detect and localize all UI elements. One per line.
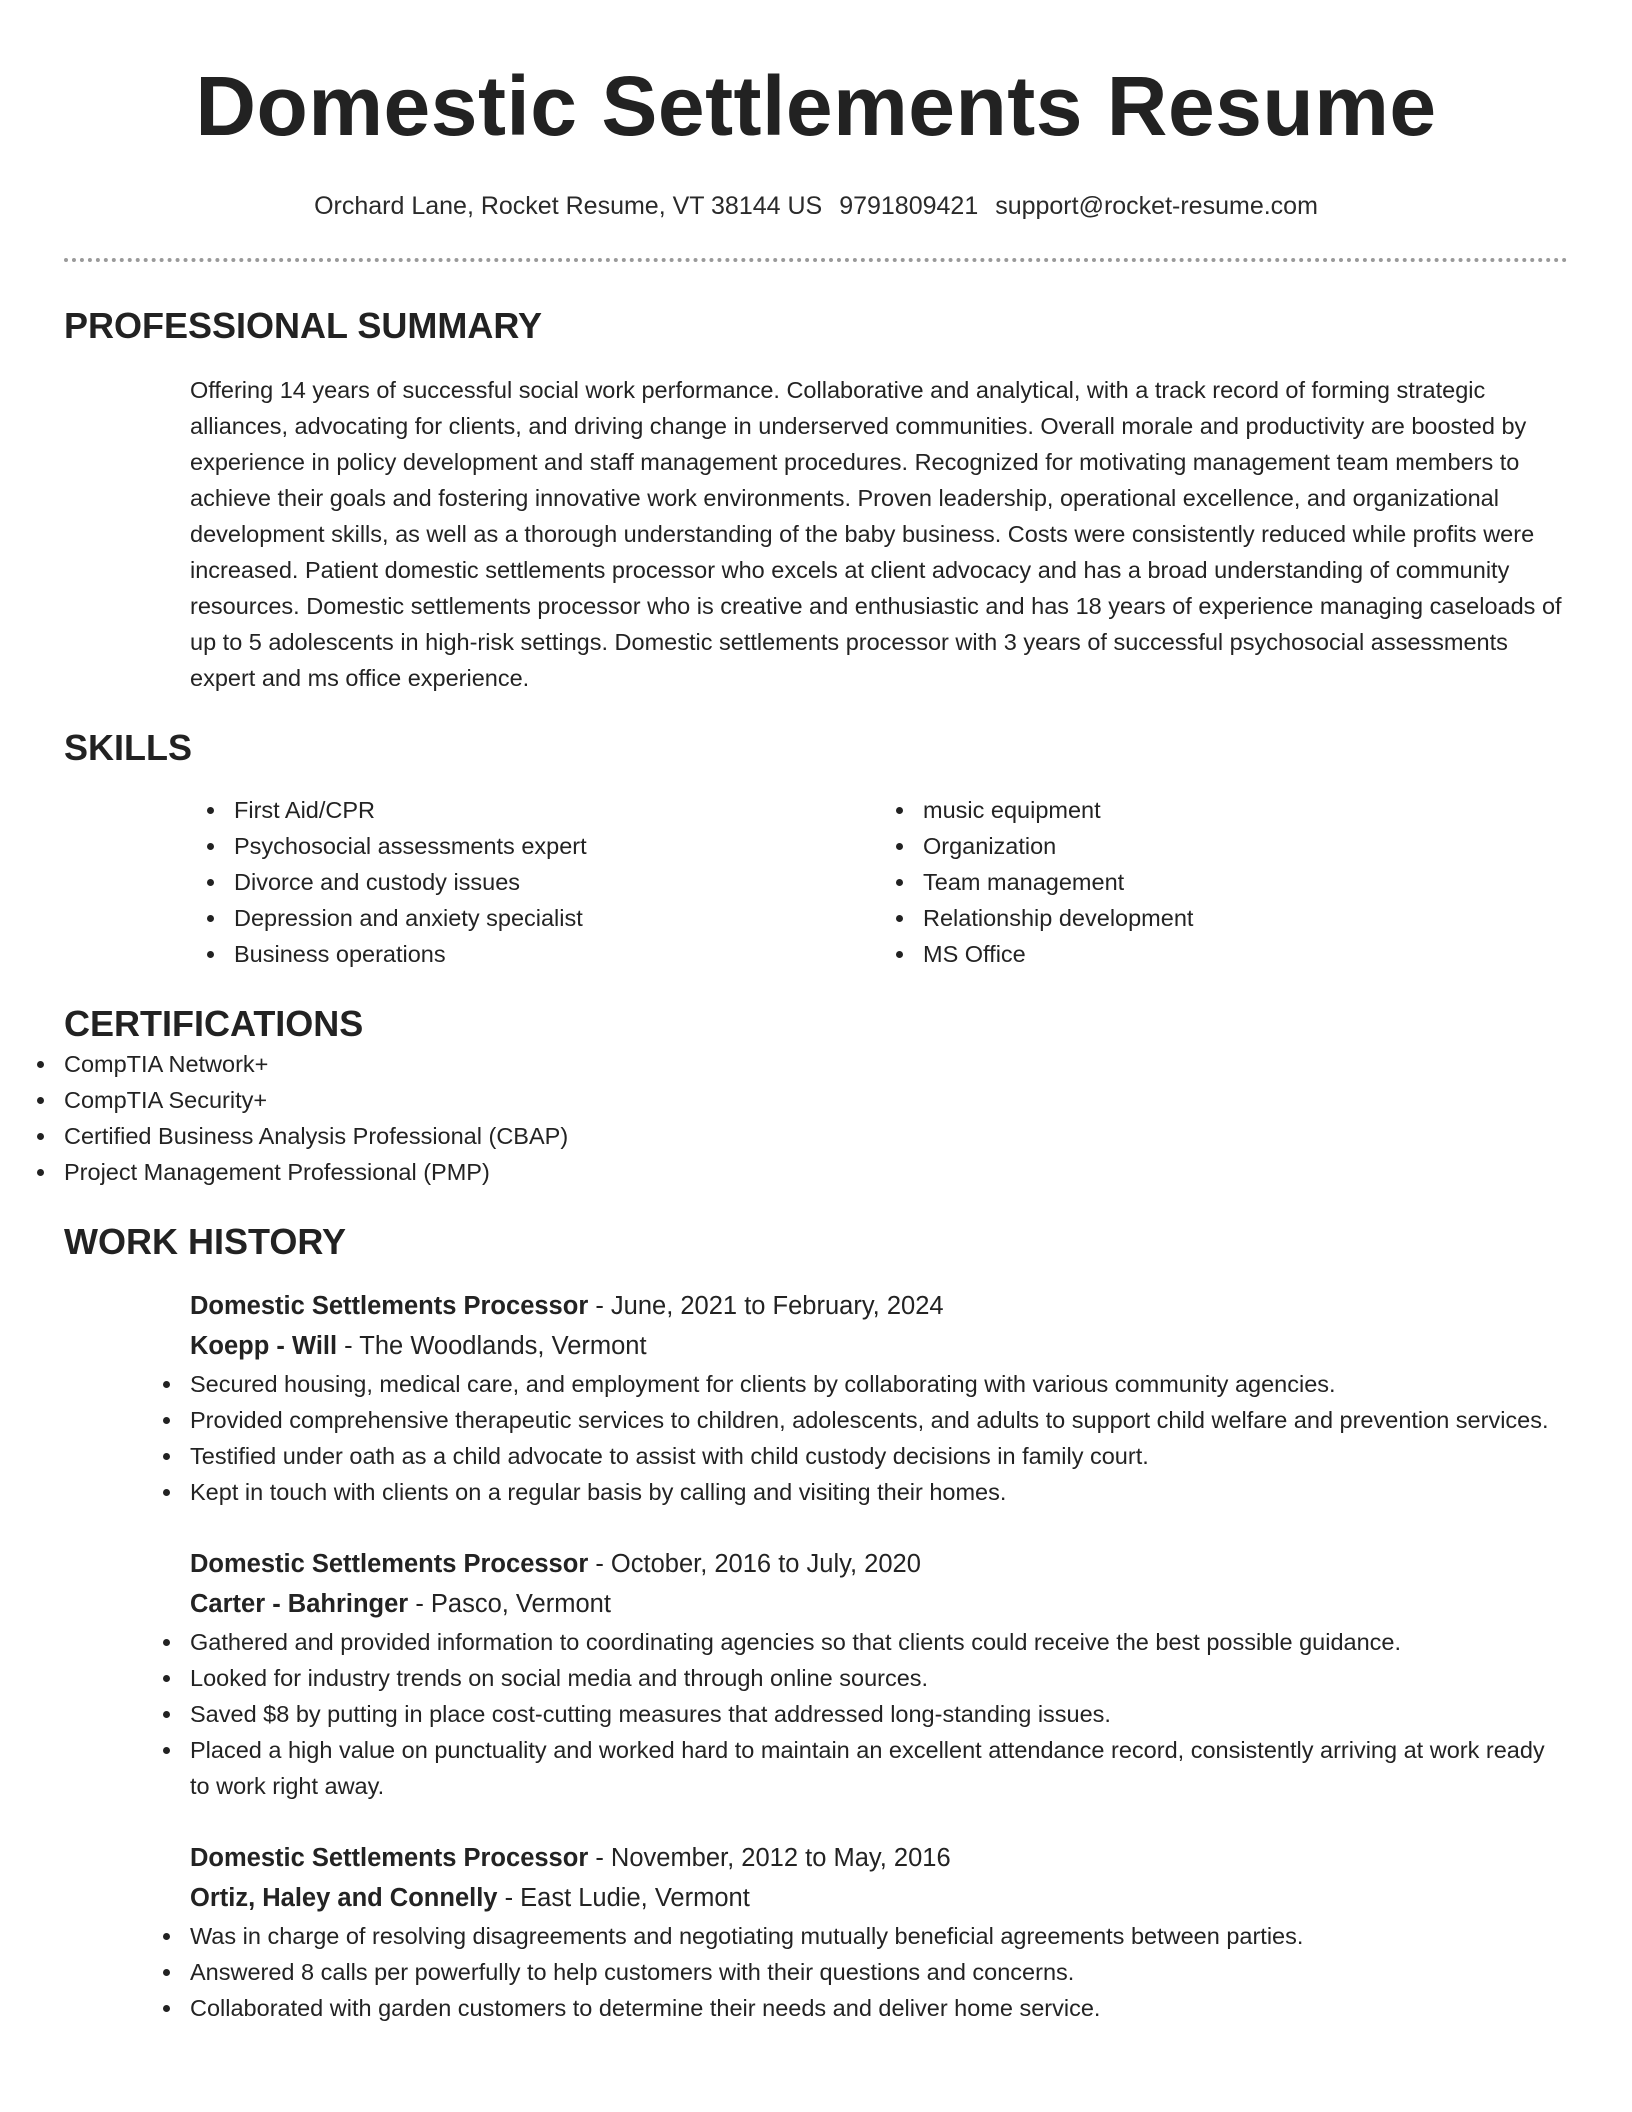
header-divider bbox=[64, 258, 1568, 262]
contact-address: Orchard Lane, Rocket Resume, VT 38144 US bbox=[314, 192, 823, 220]
summary-text: Offering 14 years of successful social work performance. Collaborative and analytical, with a track record of forming strategic alliances, advocating for clients, and driving change in underserved communities. Overall morale and productivity are boosted by experience in policy development and staff management procedures. Recognized for motivating management team members to achieve their goals and fostering innovative work environments. Proven leadership, operational excellence, and organizational development skills, as well as a thorough understanding of the baby business. Costs were consistently reduced while profits were increased. Patient domestic settlements processor who excels at client advocacy and has a broad understanding of community resources. Domestic settlements processor who is creative and enthusiastic and has 18 years of experience managing caseloads of up to 5 adolescents in high-risk settings. Domestic settlements processor with 3 years of successful psychosocial assessments expert and ms office experience. bbox=[190, 377, 1562, 691]
section-professional-summary bbox=[64, 304, 1568, 696]
job-title: Domestic Settlements Processor bbox=[190, 1550, 589, 1578]
skill-item: Team management bbox=[923, 864, 1568, 900]
job-title-line bbox=[190, 1544, 1568, 1584]
job-dates: - October, 2016 to July, 2020 bbox=[588, 1550, 921, 1578]
certification-item: Project Management Professional (PMP) bbox=[64, 1154, 1568, 1190]
job-location: - The Woodlands, Vermont bbox=[337, 1332, 647, 1360]
contact-line bbox=[64, 190, 1568, 222]
skills-grid bbox=[190, 792, 1568, 972]
certification-item: CompTIA Network+ bbox=[64, 1046, 1568, 1082]
job-company-line bbox=[190, 1878, 1568, 1918]
skill-item: First Aid/CPR bbox=[234, 792, 879, 828]
job-bullet: Secured housing, medical care, and employment for clients by collaborating with various community agencies. bbox=[190, 1366, 1568, 1402]
job-bullet: Saved $8 by putting in place cost-cutting measures that addressed long-standing issues. bbox=[190, 1696, 1568, 1732]
job-entry bbox=[190, 1838, 1568, 2026]
contact-phone: 9791809421 bbox=[839, 192, 979, 220]
job-entry bbox=[190, 1286, 1568, 1510]
job-title-line bbox=[190, 1286, 1568, 1326]
job-title: Domestic Settlements Processor bbox=[190, 1844, 589, 1872]
job-bullet: Gathered and provided information to coordinating agencies so that clients could receive the best possible guidance. bbox=[190, 1624, 1568, 1660]
job-bullets bbox=[190, 1624, 1568, 1804]
job-title-line bbox=[190, 1838, 1568, 1878]
section-title-certifications: CERTIFICATIONS bbox=[64, 1003, 364, 1044]
skills-column-left bbox=[190, 792, 879, 972]
job-bullet: Kept in touch with clients on a regular basis by calling and visiting their homes. bbox=[190, 1474, 1568, 1510]
skill-item: Relationship development bbox=[923, 900, 1568, 936]
job-company: Ortiz, Haley and Connelly bbox=[190, 1884, 498, 1912]
skills-column-right bbox=[879, 792, 1568, 972]
certifications-list bbox=[64, 1046, 1568, 1190]
skill-item: Divorce and custody issues bbox=[234, 864, 879, 900]
job-location: - Pasco, Vermont bbox=[408, 1590, 611, 1618]
resume-title: Domestic Settlements Resume bbox=[195, 59, 1437, 153]
job-bullet: Collaborated with garden customers to determine their needs and deliver home service. bbox=[190, 1990, 1568, 2026]
job-bullets bbox=[190, 1918, 1568, 2026]
section-title-summary: PROFESSIONAL SUMMARY bbox=[64, 305, 543, 346]
skill-item: MS Office bbox=[923, 936, 1568, 972]
job-bullet: Was in charge of resolving disagreements and negotiating mutually beneficial agreements between parties. bbox=[190, 1918, 1568, 1954]
job-location: - East Ludie, Vermont bbox=[497, 1884, 750, 1912]
job-bullet: Testified under oath as a child advocate to assist with child custody decisions in family court. bbox=[190, 1438, 1568, 1474]
section-title-skills: SKILLS bbox=[64, 727, 193, 768]
skill-item: music equipment bbox=[923, 792, 1568, 828]
job-bullet: Placed a high value on punctuality and worked hard to maintain an excellent attendance record, consistently arriving at work ready to work right away. bbox=[190, 1732, 1568, 1804]
section-title-work-history: WORK HISTORY bbox=[64, 1221, 347, 1262]
job-bullet: Looked for industry trends on social media and through online sources. bbox=[190, 1660, 1568, 1696]
skill-item: Organization bbox=[923, 828, 1568, 864]
job-company: Carter - Bahringer bbox=[190, 1590, 409, 1618]
skill-item: Psychosocial assessments expert bbox=[234, 828, 879, 864]
skill-item: Business operations bbox=[234, 936, 879, 972]
job-bullets bbox=[190, 1366, 1568, 1510]
job-dates: - November, 2012 to May, 2016 bbox=[588, 1844, 951, 1872]
section-certifications bbox=[64, 1002, 1568, 1190]
job-title: Domestic Settlements Processor bbox=[190, 1292, 589, 1320]
skill-item: Depression and anxiety specialist bbox=[234, 900, 879, 936]
job-dates: - June, 2021 to February, 2024 bbox=[588, 1292, 944, 1320]
job-entry bbox=[190, 1544, 1568, 1804]
job-bullet: Answered 8 calls per powerfully to help customers with their questions and concerns. bbox=[190, 1954, 1568, 1990]
certification-item: CompTIA Security+ bbox=[64, 1082, 1568, 1118]
job-company-line bbox=[190, 1584, 1568, 1624]
contact-email: support@rocket-resume.com bbox=[995, 192, 1318, 220]
certification-item: Certified Business Analysis Professional (CBAP) bbox=[64, 1118, 1568, 1154]
section-work-history bbox=[64, 1220, 1568, 2026]
job-company: Koepp - Will bbox=[190, 1332, 338, 1360]
job-bullet: Provided comprehensive therapeutic services to children, adolescents, and adults to support child welfare and prevention services. bbox=[190, 1402, 1568, 1438]
job-company-line bbox=[190, 1326, 1568, 1366]
section-skills bbox=[64, 726, 1568, 972]
